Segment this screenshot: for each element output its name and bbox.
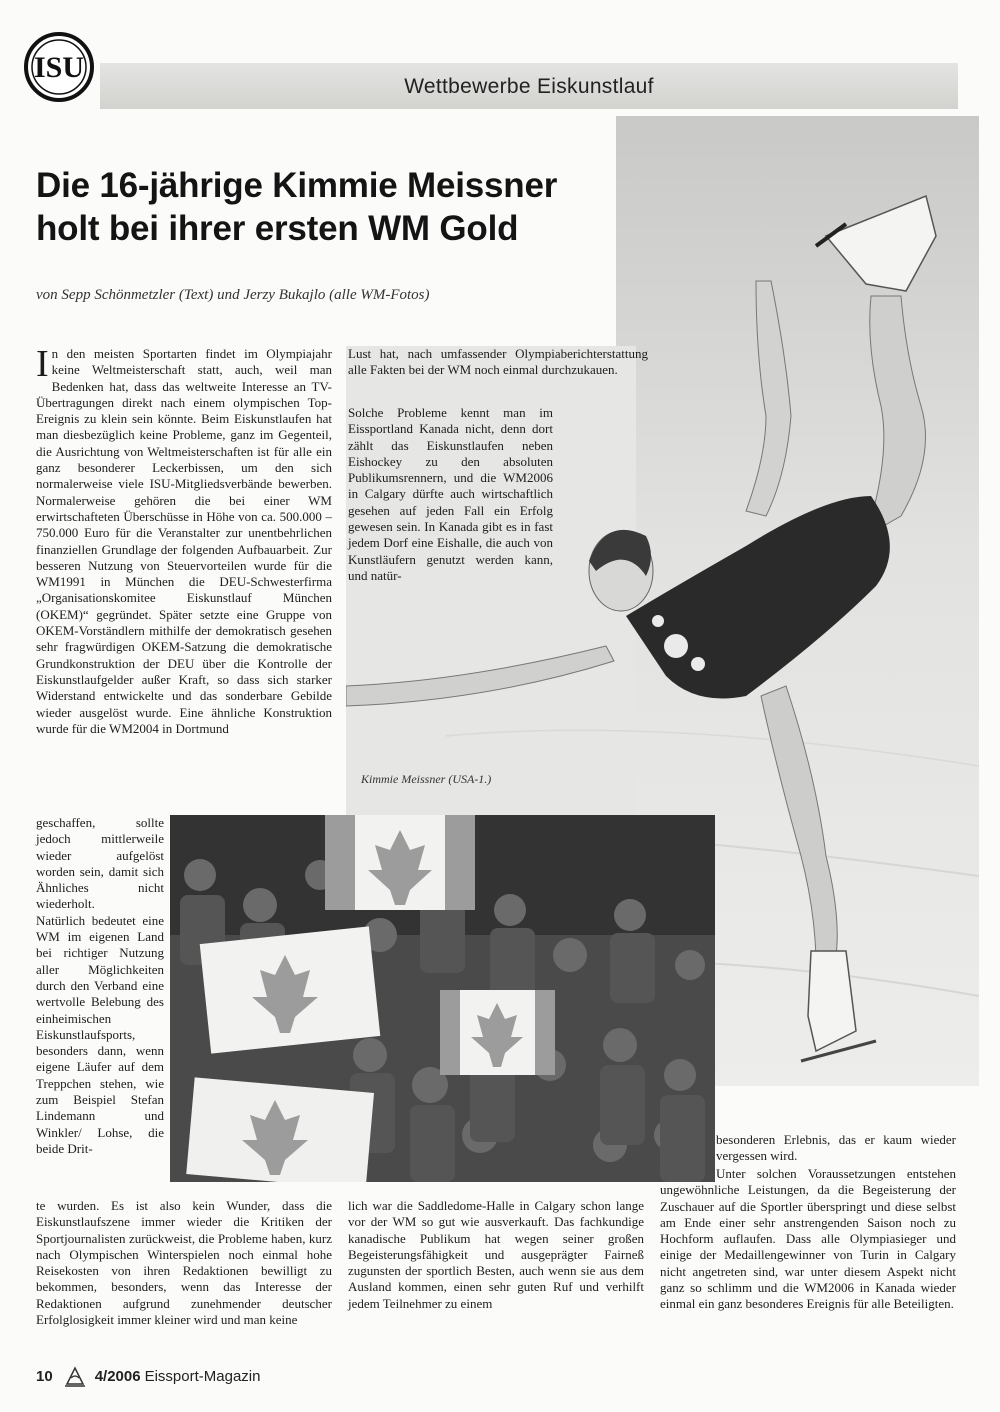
issue-number: 4/2006 bbox=[94, 1367, 141, 1385]
photo-caption: Kimmie Meissner (USA-1.) bbox=[361, 772, 492, 786]
canada-flag bbox=[325, 815, 475, 910]
paragraph: lich war die Saddledome-Halle in Calgary schon lange vor der WM so gut wie ausverkauft. Das fachkundige kanadische Publikum hat wegen seiner großen Begeisterungsfähigkeit und ausgeprägter Fairneß zugunsten der sportlich Besten, auch wenn sie aus dem Ausland kommen, einen sehr guten Ruf und verhilft jedem Teilnehmer zu einem bbox=[348, 1198, 644, 1311]
paragraph: n den meisten Sportarten findet im Olympiajahr keine Weltmeisterschaft statt, auch, weil man Bedenken hat, dass das weltweite Interesse an TV-Übertragungen direkt nach einem olympischen Top-Ereignis zu klein sein könnte. Beim Eiskunstlaufen hat man diesbezüglich keine Probleme, ganz im Gegenteil, die Ausrichtung von Weltmeisterschaften ist für alle ein ganz besonderer Leckerbissen, um den sich normalerweise viele ISU-Mitgliedsverbände bewerben. Normalerweise gehören die bei einer WM erwirtschafteten Überschüsse in Höhe von ca. 500.000 – 750.000 Euro für die Veranstalter zur unentbehrlichen finanziellen Grundlage der folgenden Aufbauarbeit. Zur besseren Nutzung von Steuervorteilen wurde für die WM1991 in München die DEU-Schwesterfirma „Organisationskomitee Eiskunstlauf München (OKEM)“ gegründet. Später setzte eine Gruppe von OKEM-Vorständlern mithilfe der demokratisch gesehen sehr fragwürdigen OKEM-Satzung die demokratische Grundkonstruktion der DEU über die Kontrolle der Eiskunstlaufgelder außer Kraft, so dass sich starker Widerstand entwickelte und das sonderbare Gebilde wieder ausgelöst wurde. Eine ähnliche Konstruktion wurde für die WM2004 in Dortmund bbox=[36, 346, 332, 736]
article-headline bbox=[36, 164, 656, 250]
paragraph: geschaffen, sollte jedoch mittlerweile wieder aufgelöst worden sein, damit sich Ähnliches nicht wiederholt. bbox=[36, 815, 164, 912]
headline-line-1: Die 16-jährige Kimmie Meissner bbox=[36, 166, 558, 205]
paragraph: Lust hat, nach umfassender Olympiaberichterstattung alle Fakten bei der WM noch einmal durchzukauen. bbox=[348, 346, 648, 378]
section-title: Wettbewerbe Eiskunstlauf bbox=[404, 75, 654, 98]
column-1-top bbox=[36, 343, 332, 737]
magazine-emblem-icon bbox=[63, 1364, 87, 1388]
column-3-top bbox=[716, 1132, 956, 1165]
paragraph: te wurden. Es ist also kein Wunder, dass die Eiskunstlaufszene immer wieder die Kritiken der Sportjournalisten zurückweist, die Probleme haben, kurz nach Olympischen Winterspielen noch einmal hohe Reisekosten von ihren Redaktionen bewilligt zu bekommen, besonders, wenn das Interesse der Redaktionen aufgrund zunehmender deutscher Erfolglosigkeit immer kleiner wird und man keine bbox=[36, 1198, 332, 1328]
byline: von Sepp Schönmetzler (Text) und Jerzy Bukajlo (alle WM-Fotos) bbox=[36, 287, 430, 303]
canada-flag bbox=[200, 926, 381, 1053]
paragraph: besonderen Erlebnis, das er kaum wieder vergessen wird. bbox=[716, 1132, 956, 1164]
headline-line-2: holt bei ihrer ersten WM Gold bbox=[36, 209, 519, 248]
column-2-bottom bbox=[348, 1198, 644, 1312]
column-2-top bbox=[348, 346, 648, 379]
column-1-narrow bbox=[36, 815, 164, 1157]
column-2-middle bbox=[348, 405, 553, 584]
column-3 bbox=[660, 1166, 956, 1313]
page-footer bbox=[36, 1364, 260, 1388]
paragraph: Solche Probleme kennt man im Eissportland Kanada nicht, denn dort zählt das Eiskunstlaufen neben Eishockey zu den absoluten Publikumsrennern, und die WM2006 in Calgary dürfte auch wirtschaftlich gesehen auf jeden Fall ein Erfolg gewesen sein. In Kanada gibt es in fast jedem Dorf eine Eishalle, die auch von Kunstläufern genutzt werden kann, und natür- bbox=[348, 405, 553, 583]
magazine-name: Eissport-Magazin bbox=[144, 1367, 261, 1385]
svg-text:ISU: ISU bbox=[33, 51, 85, 84]
paragraph: Natürlich bedeutet eine WM im eigenen Land bei richtiger Nutzung aller Möglichkeiten durch den Verband eine wertvolle Belebung des einheimischen Eiskunstlaufsports, besonders dann, wenn eigene Läufer auf dem Treppchen stehen, wie zum Beispiel Stefan Lindemann und Winkler/ Lohse, die beide Drit- bbox=[36, 912, 164, 1156]
drop-cap: I bbox=[36, 343, 49, 385]
isu-logo bbox=[22, 30, 96, 104]
column-1-bottom bbox=[36, 1198, 332, 1328]
page-number: 10 bbox=[36, 1367, 53, 1385]
canada-flag bbox=[186, 1077, 374, 1182]
crowd-photo bbox=[170, 815, 715, 1182]
paragraph: Unter solchen Voraussetzungen entstehen ungewöhnliche Leistungen, da die Begeisterung der Zuschauer auf die Sportler überspringt und diese selbst am Ende einer sehr anstrengenden Saison noch zu Hochform auflaufen. Dass alle Olympiasieger und einige der Medaillengewinner von Turin in Calgary nicht angetreten sind, war unter diesem Aspekt nicht ganz so schlimm und die WM2006 in Kanada wieder einmal ein ganz besonderes Ereignis für alle Beteiligten. bbox=[660, 1166, 956, 1312]
section-header-bar bbox=[100, 63, 958, 109]
canada-flag bbox=[440, 990, 555, 1075]
